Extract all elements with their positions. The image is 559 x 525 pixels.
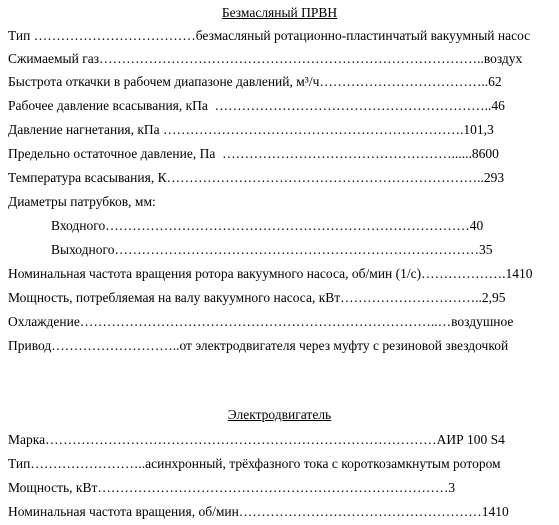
spec-row-ultimate-pressure: Предельно остаточное давление, Па ……………………………………………......8600 xyxy=(8,146,499,161)
spec-row-outlet-diameter: Выходного………………………………………………………………………35 xyxy=(51,242,493,257)
section-title-pump: Безмасляный ПРВН xyxy=(221,5,338,20)
motor-row-type: Тип……………………..асинхронный, трёхфазного тока с короткозамкнутым ротором xyxy=(8,456,501,471)
spec-row-gas: Сжимаемый газ…………………………………………………………………………..воздух xyxy=(8,51,523,66)
spec-row-port-diameters: Диаметры патрубков, мм: xyxy=(8,194,156,209)
spec-row-type: Тип ………………………………безмасляный ротационно-пластинчатый вакуумный насос xyxy=(8,28,531,43)
motor-row-speed: Номинальная частота вращения, об/мин………………………………………………1410 xyxy=(8,504,509,519)
spec-row-drive: Привод………………………..от электродвигателя через муфту с резиновой звездочкой xyxy=(8,338,509,353)
spec-row-shaft-power: Мощность, потребляемая на валу вакуумного насоса, кВт…………………………..2,95 xyxy=(8,290,506,305)
motor-row-brand: Марка……………………………………………………………………………АИР 100 S4 xyxy=(8,432,505,447)
motor-row-power: Мощность, кВт……………………………………………………………………3 xyxy=(8,480,456,495)
spec-row-rotor-speed: Номинальная частота вращения ротора вакуумного насоса, об/мин (1/с)……………….1410 xyxy=(8,266,533,281)
spec-row-cooling: Охлаждение……………………………………………………………………..…воздушное xyxy=(8,314,514,329)
spec-row-pumping-speed: Быстрота откачки в рабочем диапазоне давлений, м³/ч………………………………..62 xyxy=(8,74,502,89)
section-title-motor: Электродвигатель xyxy=(227,407,332,422)
spec-row-suction-temperature: Температура всасывания, К……………………………………………………………..293 xyxy=(8,170,505,185)
spec-row-suction-pressure: Рабочее давление всасывания, кПа ……………………………………………………..46 xyxy=(8,98,505,113)
spec-row-inlet-diameter: Входного………………………………………………………………………40 xyxy=(51,218,484,233)
spec-row-discharge-pressure: Давление нагнетания, кПа ………………………………………………………….101,3 xyxy=(8,122,494,137)
